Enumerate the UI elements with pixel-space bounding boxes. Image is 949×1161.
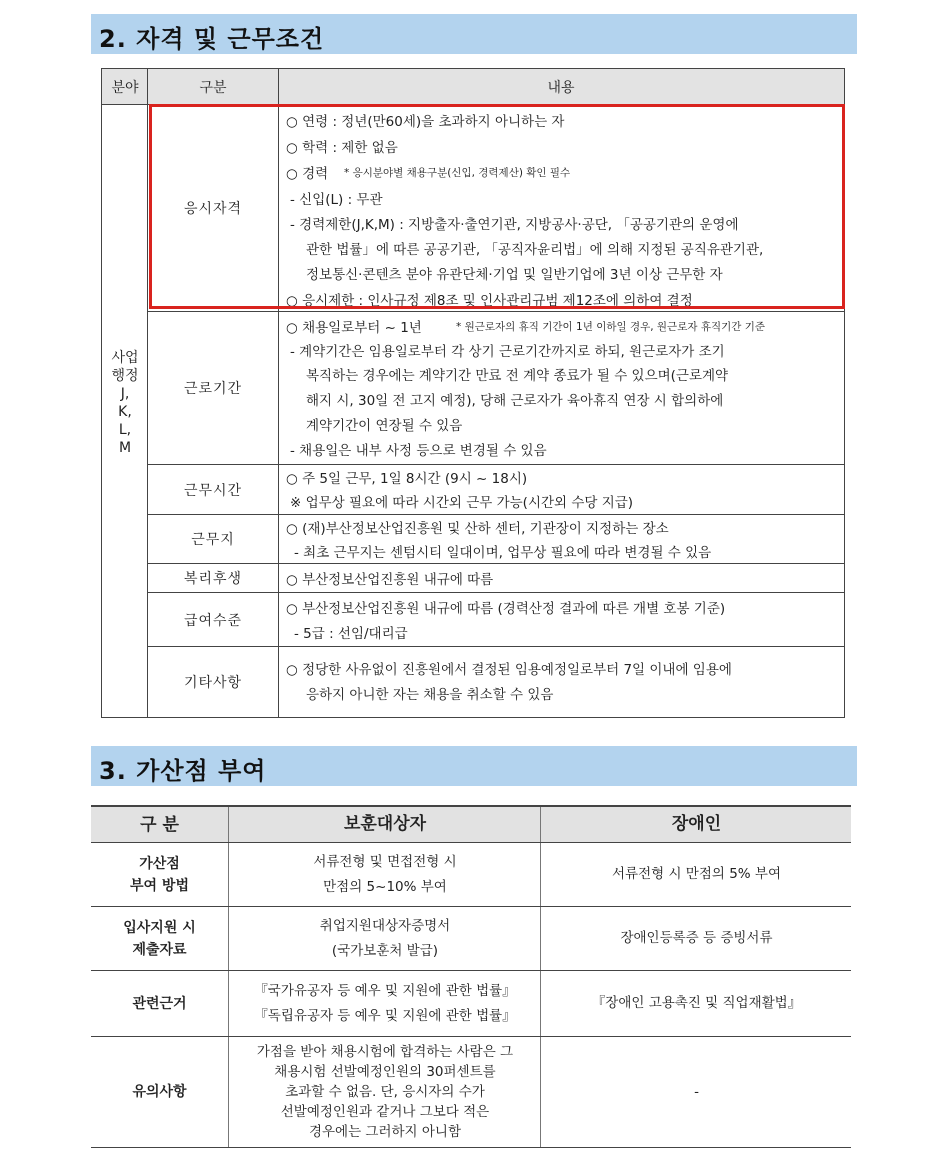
content-line: - 신입(L) : 무관 [290, 192, 383, 208]
content-line: ○ 주 5일 근무, 1일 8시간 (9시 ~ 18시) [286, 471, 528, 487]
section-3-header [91, 746, 857, 786]
text-line: (국가보훈처 발급) [331, 942, 439, 959]
text-line: 『국가유공자 등 예우 및 지원에 관한 법률』 [254, 982, 516, 999]
table-row [91, 907, 851, 971]
content-line: ○ 학력 : 제한 없음 [286, 140, 398, 156]
content-line: ○ 부산정보산업진흥원 내규에 따름 (경력산정 결과에 따른 개별 호봉 기준) [286, 601, 726, 617]
content-note: * 응시분야별 채용구분(신입, 경력제산) 확인 필수 [344, 167, 571, 179]
content-line: ○ 부산정보산업진흥원 내규에 따름 [286, 572, 494, 588]
header-category: 구분 [148, 69, 278, 105]
content-etc [286, 647, 842, 717]
header-veterans: 보훈대상자 [228, 807, 541, 842]
header-category: 구 분 [140, 814, 179, 835]
content-line: ○ 경력 [286, 166, 329, 182]
row-veterans [228, 1037, 541, 1147]
row-category [91, 971, 228, 1036]
text-line: - [694, 1083, 699, 1100]
table-header-row [91, 805, 851, 843]
content-note: * 원근로자의 휴직 기간이 1년 이하일 경우, 원근로자 휴직기간 기준 [456, 321, 766, 333]
text-line: 관련근거 [132, 995, 187, 1012]
text-line: 선발예정인원과 같거나 그보다 적은 [280, 1104, 490, 1120]
content-line: - 계약기간은 임용일로부터 각 상기 근로기간까지로 하되, 원근로자가 조기 [290, 344, 725, 360]
text-line: 가산점 [139, 855, 180, 872]
content-line: ○ 채용일로부터 ~ 1년 [286, 320, 422, 336]
content-location [286, 515, 842, 563]
text-line: 경우에는 그러하지 아니함 [308, 1124, 462, 1140]
content-line: ○ 응시제한 : 인사규정 제8조 및 인사관리규범 제12조에 의하여 결정 [286, 293, 693, 309]
table-row [91, 1037, 851, 1148]
text-line: 취업지원대상자증명서 [319, 917, 451, 934]
category-welfare: 복리후생 [183, 571, 243, 587]
row-veterans [228, 843, 541, 906]
text-line: 채용시험 선발예정인원의 30퍼센트를 [274, 1064, 496, 1080]
content-line: ○ 정당한 사유없이 진흥원에서 결정된 임용예정일로부터 7일 이내에 임용에 [286, 662, 732, 678]
content-line: ○ (재)부산정보산업진흥원 및 산하 센터, 기관장이 지정하는 장소 [286, 521, 669, 537]
category-hours: 근무시간 [183, 482, 243, 499]
row-category [91, 843, 228, 906]
content-line: 해지 시, 30일 전 고지 예정), 당해 근로자가 육아휴직 연장 시 합의하에 [306, 393, 724, 409]
content-line: - 5급 : 선임/대리급 [294, 626, 408, 642]
category-etc: 기타사항 [183, 675, 243, 691]
table-row [91, 843, 851, 907]
section-2-title: 2. 자격 및 근무조건 [99, 25, 325, 53]
row-disabled [540, 1037, 852, 1147]
content-line: 응하지 아니한 자는 채용을 취소할 수 있음 [306, 687, 554, 703]
field-label-line: 행정 [111, 368, 139, 384]
row-disabled [540, 843, 852, 906]
field-label-line: M [118, 440, 132, 456]
row-veterans [228, 907, 541, 970]
content-line: 계약기간이 연장될 수 있음 [306, 418, 463, 434]
field-label-line: 사업 [111, 350, 139, 366]
text-line: 부여 방법 [130, 877, 189, 894]
field-label-line: J, [120, 386, 130, 402]
category-salary: 급여수준 [183, 612, 243, 629]
section-2-header [91, 14, 857, 54]
content-line: 관한 법률」에 따른 공공기관, 「공직자윤리법」에 의해 지정된 공직유관기관, [306, 242, 764, 258]
text-line: 입사지원 시 [123, 919, 196, 936]
row-veterans [228, 971, 541, 1036]
category-location: 근무지 [191, 532, 235, 548]
row-category [91, 907, 228, 970]
content-line: 복직하는 경우에는 계약기간 만료 전 계약 종료가 될 수 있으며(근로계약 [306, 368, 729, 384]
header-content: 내용 [278, 69, 844, 105]
row-category [91, 1037, 228, 1147]
text-line: 만점의 5~10% 부여 [323, 878, 447, 895]
text-line: 유의사항 [132, 1084, 187, 1100]
text-line: 장애인등록증 등 증빙서류 [620, 930, 773, 946]
section-3-title: 3. 가산점 부여 [99, 757, 267, 785]
text-line: 서류전형 및 면접전형 시 [313, 853, 457, 870]
bonus-points-table [91, 805, 851, 1148]
content-line: - 최초 근무지는 센텀시티 일대이며, 업무상 필요에 따라 변경될 수 있음 [294, 545, 712, 561]
row-disabled [540, 907, 852, 970]
text-line: 가점을 받아 채용시험에 합격하는 사람은 그 [256, 1044, 514, 1060]
field-label [102, 349, 148, 457]
content-period [286, 312, 842, 464]
content-line: - 채용일은 내부 사정 등으로 변경될 수 있음 [290, 443, 547, 459]
header-field: 분야 [102, 69, 148, 105]
text-line: 초과할 수 없음. 단, 응시자의 수가 [285, 1084, 485, 1100]
content-salary [286, 593, 842, 646]
field-label-line: L, [118, 422, 132, 438]
highlight-box [149, 104, 845, 309]
field-label-line: K, [118, 404, 132, 420]
content-hours [286, 465, 842, 514]
category-period: 근로기간 [183, 381, 243, 397]
content-line: ※ 업무상 필요에 따라 시간외 근무 가능(시간외 수당 지급) [290, 495, 634, 511]
content-line: - 경력제한(J,K,M) : 지방출자·출연기관, 지방공사·공단, 「공공기관의 운영에 [290, 217, 739, 233]
content-line: 정보통신·콘텐츠 분야 유관단체·기업 및 일반기업에 3년 이상 근무한 자 [306, 267, 723, 283]
text-line: 제출자료 [132, 941, 187, 958]
header-disabled: 장애인 [540, 807, 852, 842]
content-line: ○ 연령 : 정년(만60세)을 초과하지 아니하는 자 [286, 114, 565, 130]
text-line: 『독립유공자 등 예우 및 지원에 관한 법률』 [254, 1007, 516, 1024]
row-disabled [540, 971, 852, 1036]
text-line: 『장애인 고용촉진 및 직업재활법』 [591, 995, 802, 1011]
category-qualification: 응시자격 [183, 201, 243, 217]
content-welfare [286, 564, 842, 592]
table-row [91, 971, 851, 1037]
text-line: 서류전형 시 만점의 5% 부여 [612, 866, 781, 882]
